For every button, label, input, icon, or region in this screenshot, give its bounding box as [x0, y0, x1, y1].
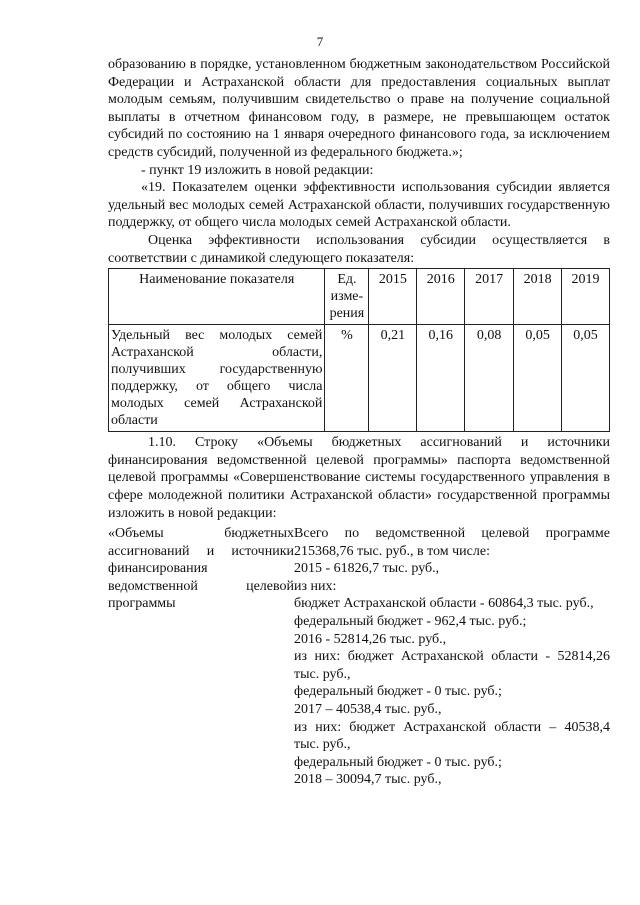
header-cell: 2017 — [465, 269, 514, 325]
header-cell: 2019 — [562, 269, 610, 325]
paragraph: «19. Показателем оценки эффективности использования субсидии является удельный вес молодых семей Астраханской области, получивших государственную поддержку, от общего числа молодых семей Астраханской области. — [108, 180, 610, 231]
passport-row-value — [294, 525, 610, 789]
passport-line: 2016 - 52814,26 тыс. руб., — [294, 631, 447, 647]
table-cell: 0,21 — [369, 325, 417, 432]
passport-row-label: «Объемы бюджетных ассигнований и источники финансирования ведомственной целевой программы — [108, 526, 294, 612]
paragraph: Оценка эффективности использования субсидии осуществляется в соответствии с динамикой следующего показателя: — [108, 232, 610, 266]
header-cell: 2018 — [514, 269, 562, 325]
header-cell: 2015 — [369, 269, 417, 325]
indicator-table — [108, 268, 610, 432]
passport-line: федеральный бюджет - 0 тыс. руб.; — [294, 684, 502, 700]
passport-line: федеральный бюджет - 962,4 тыс. руб.; — [294, 614, 527, 630]
table-cell: % — [325, 325, 369, 432]
paragraph: образованию в порядке, установленном бюджетным законодательством Российской Федерации и Астраханской области для предоставления социальных выплат молодым семьям, получившим свидетельство о праве на получение социальной выплаты в отчетном финансовом году, в размере, не превышающем остаток субсидий по состоянию на 1 января очередного финансового года, за исключением средств субсидий, полученной из федерального бюджета.»; — [108, 57, 610, 160]
passport-line: Всего по ведомственной целевой программе 215368,76 тыс. руб., в том числе: — [294, 526, 610, 559]
header-cell: Наименование показателя — [109, 269, 325, 325]
paragraph: 1.10. Строку «Объемы бюджетных ассигнований и источники финансирования ведомственной целевой программы» паспорта ведомственной целевой программы «Совершенствование системы государственного управления в сфере молодежной политики Астраханской области» государственной программы изложить в новой редакции: — [108, 435, 610, 521]
passport-line: бюджет Астраханской области - 60864,3 тыс. руб., — [294, 596, 594, 612]
paragraph: - пункт 19 изложить в новой редакции: — [141, 162, 374, 178]
table-cell: 0,05 — [562, 325, 610, 432]
passport-row — [108, 525, 610, 789]
document-body — [108, 56, 610, 789]
passport-line: из них: — [294, 578, 337, 594]
passport-line: из них: бюджет Астраханской области – 40538,4 тыс. руб., — [294, 719, 610, 753]
passport-line: федеральный бюджет - 0 тыс. руб.; — [294, 754, 502, 770]
passport-line: 2015 - 61826,7 тыс. руб., — [294, 561, 440, 577]
table-cell: 0,05 — [514, 325, 562, 432]
passport-line: 2017 – 40538,4 тыс. руб., — [294, 702, 442, 718]
page-number: 7 — [316, 34, 324, 49]
table-header-row — [109, 269, 610, 325]
table-cell: 0,16 — [417, 325, 465, 432]
passport-line: из них: бюджет Астраханской области - 52814,26 тыс. руб., — [294, 649, 610, 682]
table-cell: 0,08 — [465, 325, 514, 432]
table-row — [109, 325, 610, 432]
header-cell: 2016 — [417, 269, 465, 325]
header-cell: Ед. изме-рения — [325, 269, 369, 325]
passport-line: 2018 – 30094,7 тыс. руб., — [294, 772, 442, 788]
table-cell: Удельный вес молодых семей Астраханской области, получивших государственную поддержку, от общего числа молодых семей Астраханской области — [109, 325, 325, 432]
